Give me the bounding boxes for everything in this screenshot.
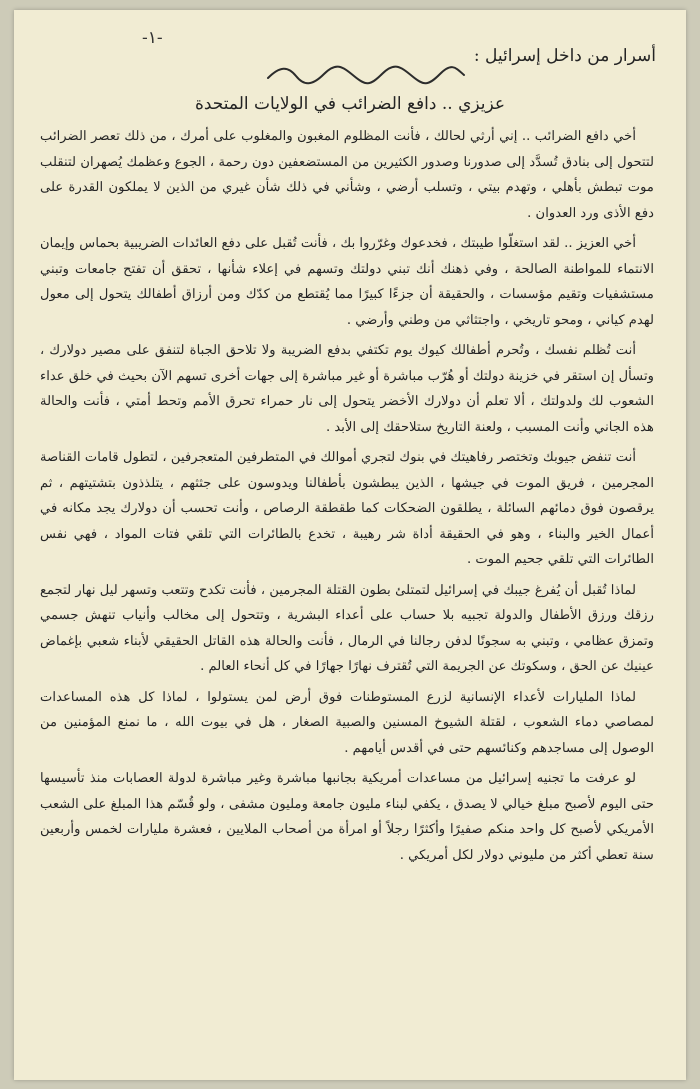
paragraph: لماذا المليارات لأعداء الإنسانية لزرع المستوطنات فوق أرض لمن يستولوا ، لماذا كل هذه المساعدات لمصاصي دماء الشعوب ، لقتلة الشيوخ المسنين والصبية الصغار ، هل في بيوت الله ، ما نمنع المؤمنين من الوصول إلى مساجدهم وكنائسهم حتى في أقدس أيامهم . (40, 689, 654, 756)
paragraph: أنت تنفض جيوبك وتختصر رفاهيتك في بنوك لتجري أموالك في المتطرفين المتعجرفين ، لتطول قامات القناصة المجرمين ، فريق الموت في جيشها ، الذين يبطشون بأطفالنا ويدوسون على جثثهم ، يتلذذون بتشتيتهم ، ثم يرقصون فوق دمائهم السائلة ، يطلقون الضحكات كما طقطقة الرصاص ، وأنت تحسب أن دولارك يجد مكانه في أعمال الخير والبناء ، وهو في الحقيقة أداة شر رهيبة ، تخدع بالطائرات التي تلقي فتات المواد ، فهي نفس الطائرات التي تلقي جحيم الموت . (40, 450, 654, 567)
letter-body (40, 124, 654, 868)
paragraph: لماذا تُقبل أن يُفرغ جيبك في إسرائيل لتمتلئ بطون القتلة المجرمين ، فأنت تكدح وتتعب وتسهر ليل نهار لتجمع رزقك ورزق الأطفال والدولة تجبيه بلا حساب على أعداء البشرية ، وتتحول إلى مخالب وأنياب تنهش جسمي وتمزق عظامي ، وتبني به سجونًا لدفن رجالنا في الرمال ، فأنت والحالة هذه القاتل الحقيقي لأبناء شعبي بإغماض عينيك عن الحق ، وسكوتك عن الجريمة التي تُقترف نهارًا جهارًا في كل أنحاء العالم . (40, 582, 654, 674)
handwritten-underline (266, 64, 466, 86)
paragraph: أخي العزيز .. لقد استغلّوا طيبتك ، فخدعوك وغرّروا بك ، فأنت تُقبل على دفع العائدات الضريبية بحماس وإيمان الانتماء للمواطنة الصالحة ، وفي ذهنك أنك تبني دولتك وتسهم في إعلاء شأنها ، تحقق أن تفتح جامعات وتبني مستشفيات وتقيم مؤسسات ، والحقيقة أن جزءًا كبيرًا مما يُقتطع من كدّك ومن أرزاق أطفالك يتحول إلى معول لهدم كياني ، ومحو تاريخي ، واجتثاثي من وطني وأرضي . (40, 236, 654, 328)
paragraph: لو عرفت ما تجنيه إسرائيل من مساعدات أمريكية بجانبها مباشرة وغير مباشرة لدولة العصابات منذ تأسيسها حتى اليوم لأصبح مبلغ خيالي لا يصدق ، يكفي لبناء مليون جامعة ومليون مشفى ، ولو قُسّم هذا المبلغ على الشعب الأمريكي لأصبح كل واحد منكم صفيرًا وأكثرًا رجلاً أو امرأة من أصحاب الملايين ، فعشرة مليارات لخمس وأربعين سنة تعطي أكثر من مليوني دولار لكل أمريكي . (40, 771, 654, 863)
page-number: -١- (142, 28, 163, 48)
paragraph: أخي دافع الضرائب .. إني أرثي لحالك ، فأنت المظلوم المغبون والمغلوب على أمرك ، من ذلك تعصر الضرائب لتتحول إلى بنادق تُسدَّد إلى صدورنا وصدور الكثيرين من المستضعفين دون رحمة ، الجوع وعظمك يُصهران لتنقلب موت تبطش بأهلي ، وتهدم بيتي ، وتسلب أرضي ، وشأني في ذلك شأن غيري من الذين لا يملكون القدرة على دفع الأذى ورد العدوان . (40, 129, 654, 221)
paragraph: أنت تُظلم نفسك ، وتُحرم أطفالك كيوك يوم تكتفي بدفع الضريبة ولا تلاحق الجباة لتنفق على مصير دولارك ، وتسأل إن استقر في خزينة دولتك أو هُرّب مباشرة أو غير مباشرة إلى جهات أخرى تسهم الآن بحيث في خلق عداء الشعوب لك ولدولتك ، ألا تعلم أن دولارك الأخضر يتحول إلى نار حمراء تحرق الأمم وتحط أمتي ، فأنت والحالة هذه الجاني وأنت المسبب ، ولعنة التاريخ ستلاحقك إلى الأبد . (40, 343, 654, 435)
document-title: عزيزي .. دافع الضرائب في الولايات المتحدة (194, 94, 506, 114)
document-page (14, 10, 686, 1080)
document-heading: أسرار من داخل إسرائيل : (473, 46, 656, 66)
